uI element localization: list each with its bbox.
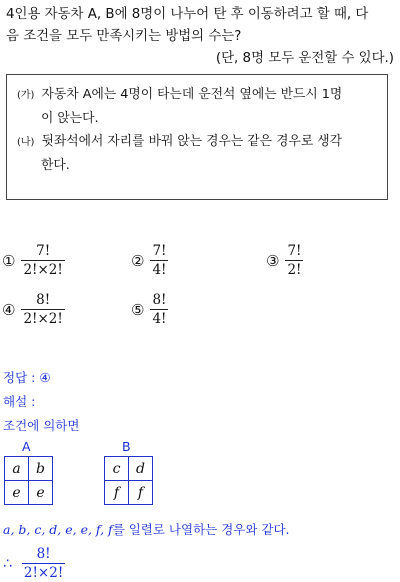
seat-cell: a (5, 457, 29, 481)
explanation-intro: 조건에 의하면 (3, 418, 80, 433)
choice-number: ① (2, 252, 16, 270)
condition-marker: (나) (17, 137, 35, 148)
numerator: 7! (152, 243, 167, 259)
seat-cell: f (129, 481, 153, 505)
seat-cell: f (105, 481, 129, 505)
denominator: 4! (152, 262, 167, 278)
choice-5[interactable] (131, 292, 168, 328)
condition-marker: (가) (17, 90, 35, 101)
conditions-box (6, 74, 388, 200)
answer-line (3, 368, 51, 386)
denominator: 2! (287, 262, 302, 278)
sequence-letters: a, b, c, d, e, e, f, f (3, 522, 113, 537)
explanation-label: 해설 : (3, 394, 36, 409)
choice-number: ② (131, 252, 145, 270)
choice-fraction (285, 243, 303, 279)
condition-text: 자동차 A에는 4명이 타는데 운전석 옆에는 반드시 1명 (41, 87, 343, 102)
condition-na (17, 130, 377, 154)
denominator: 2!×2! (23, 565, 64, 581)
denominator: 2!×2! (23, 311, 63, 327)
choice-fraction (150, 292, 168, 328)
seat-cell: d (129, 457, 153, 481)
question-line-1: 4인용 자동차 A, B에 8명이 나누어 탄 후 이동하려고 할 때, 다 (6, 7, 369, 22)
therefore-symbol: ∴ (3, 556, 12, 572)
car-a-label: A (22, 439, 31, 454)
denominator: 4! (152, 311, 167, 327)
question-line-2: 음 조건을 모두 만족시키는 방법의 수는? (6, 29, 242, 44)
choice-fraction (150, 243, 168, 279)
sequence-line (3, 520, 290, 538)
choice-fraction (21, 243, 64, 279)
choice-1[interactable] (2, 243, 65, 279)
choice-number: ④ (2, 301, 16, 319)
numerator: 7! (36, 243, 51, 259)
seat-cell: e (5, 481, 29, 505)
answer-label: 정답 : (3, 370, 40, 385)
sequence-text: 를 일렬로 나열하는 경우와 같다. (112, 522, 290, 537)
denominator: 2!×2! (23, 262, 63, 278)
choice-number: ③ (266, 252, 280, 270)
condition-text: 뒷좌석에서 자리를 바꿔 앉는 경우는 같은 경우로 생각 (41, 134, 342, 149)
condition-text-cont: 이 앉는다. (41, 111, 99, 126)
seat-cell: b (29, 457, 53, 481)
choice-4[interactable] (2, 292, 65, 328)
numerator: 8! (36, 292, 51, 308)
seat-cell: c (105, 457, 129, 481)
final-result (3, 546, 65, 582)
choice-number: ⑤ (131, 301, 145, 319)
condition-ga (17, 83, 377, 107)
choice-fraction (21, 292, 64, 328)
question (6, 4, 394, 70)
car-b-label: B (122, 439, 131, 454)
seat-cell: e (29, 481, 53, 505)
choice-2[interactable] (131, 243, 168, 279)
answer-value: ④ (39, 370, 51, 385)
numerator: 8! (152, 292, 167, 308)
numerator: 7! (287, 243, 302, 259)
result-fraction (22, 546, 65, 582)
numerator: 8! (36, 546, 51, 562)
question-note: (단, 8명 모두 운전할 수 있다.) (215, 51, 394, 66)
car-b-seating (104, 456, 153, 505)
car-a-seating (4, 456, 53, 505)
condition-text-cont: 한다. (41, 158, 70, 173)
choice-3[interactable] (266, 243, 303, 279)
